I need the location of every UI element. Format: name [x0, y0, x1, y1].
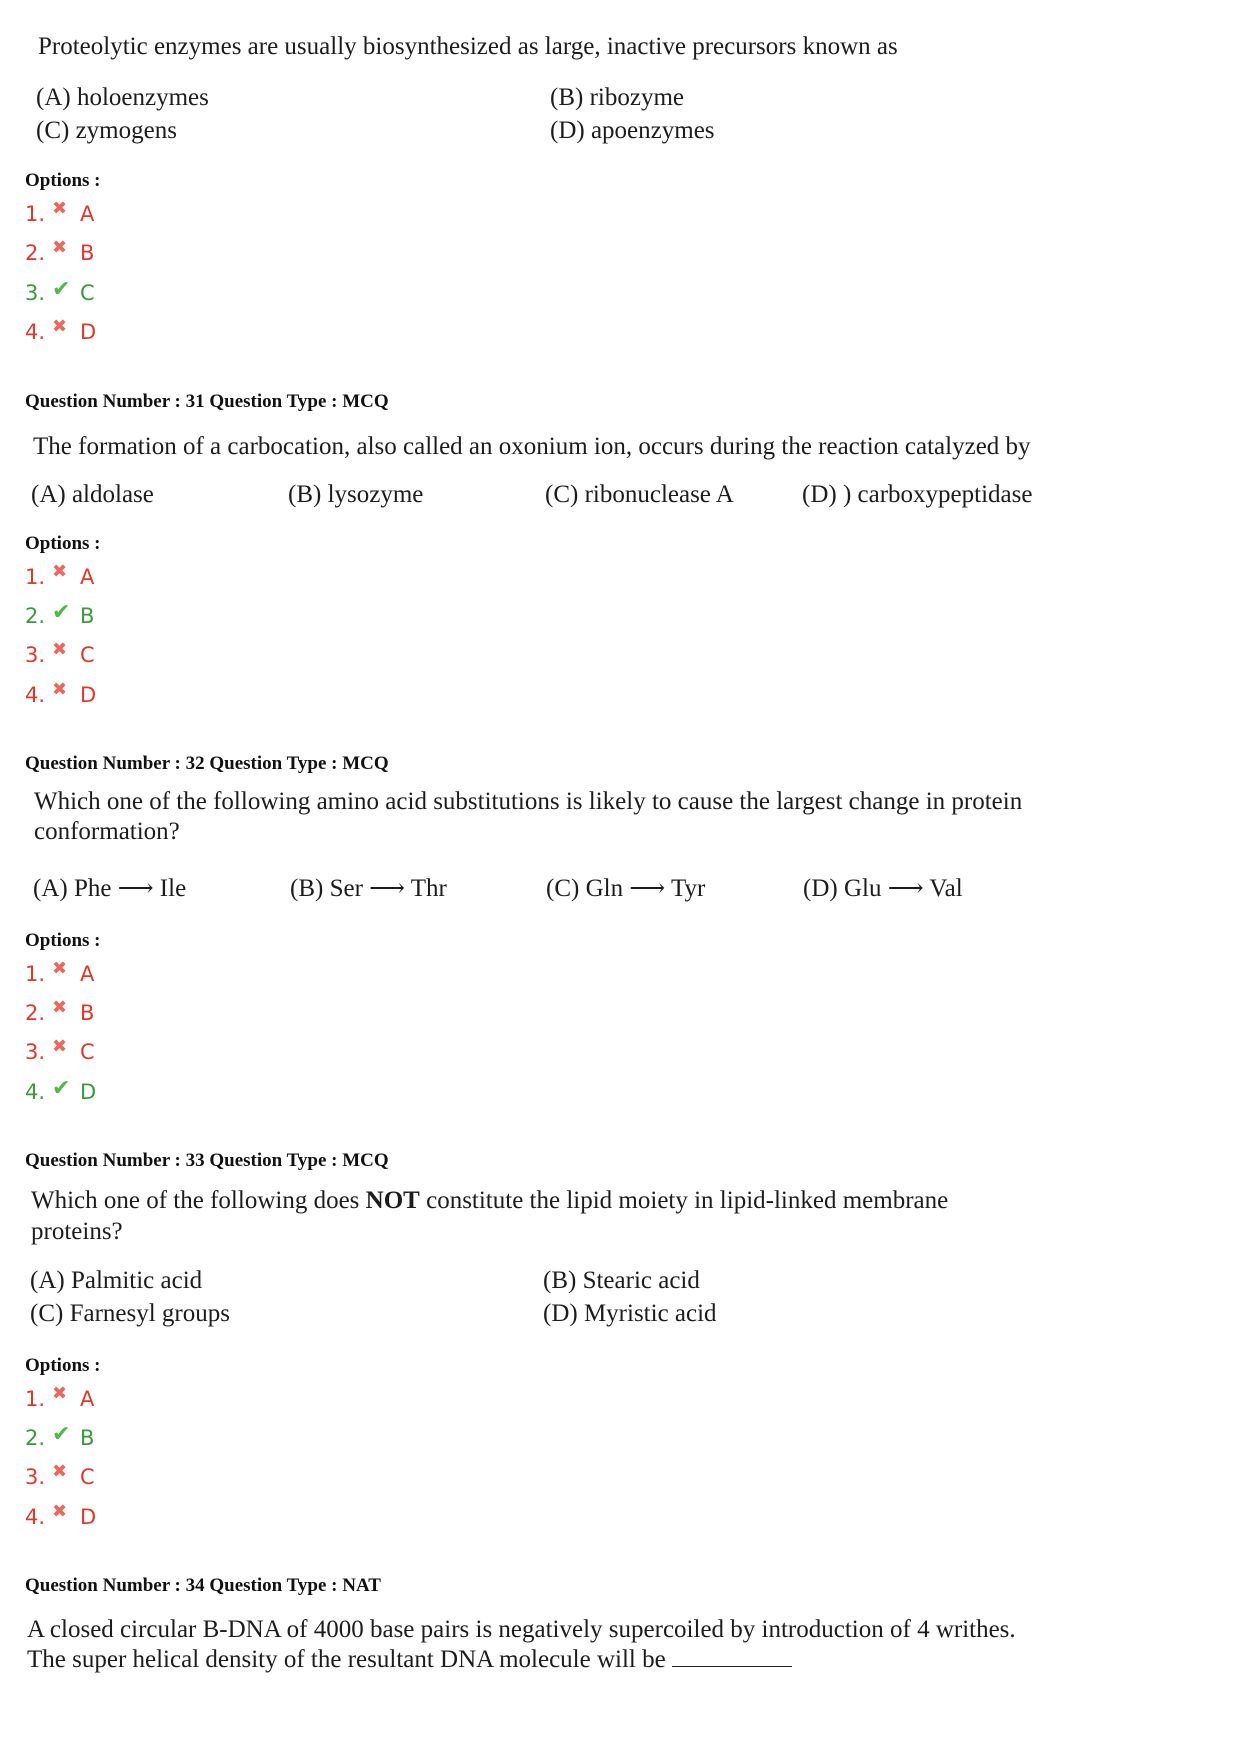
- q30-option-3: [25, 277, 95, 306]
- q32-option-2: [25, 997, 95, 1027]
- q32-option-3: [25, 1036, 95, 1066]
- q32-question-text-line1: Which one of the following amino acid substitutions is likely to cause the largest change in protein: [34, 788, 1023, 815]
- q32-option-1: [25, 958, 95, 988]
- option-letter: D: [80, 1080, 97, 1104]
- q31-option-2: [25, 600, 95, 629]
- q30-choice-c: (C) zymogens: [36, 117, 177, 144]
- q32-options-label: Options :: [25, 930, 101, 951]
- q30-option-4: [25, 316, 97, 346]
- option-letter: C: [80, 281, 95, 305]
- checkmark-icon: ✔: [52, 277, 71, 302]
- option-letter: A: [80, 565, 95, 589]
- q32-choice-b: (B) Ser ⟶ Thr: [290, 875, 447, 902]
- q33-text-post: constitute the lipid moiety in lipid-linked membrane: [419, 1187, 949, 1214]
- q33-option-4: [25, 1501, 97, 1531]
- q31-choice-b: (B) lysozyme: [288, 481, 424, 508]
- option-number: 3.: [25, 281, 46, 305]
- q33-choice-d: (D) Myristic acid: [543, 1300, 717, 1327]
- q32-header: Question Number : 32 Question Type : MCQ: [25, 753, 389, 774]
- option-letter: A: [80, 202, 95, 226]
- cross-icon: ✖: [52, 316, 68, 337]
- checkmark-icon: ✔: [52, 1422, 71, 1447]
- option-number: 3.: [25, 643, 46, 667]
- option-letter: A: [80, 1387, 95, 1411]
- cross-icon: ✖: [52, 561, 68, 582]
- option-letter: C: [80, 1040, 95, 1064]
- q30-choice-a: (A) holoenzymes: [36, 84, 209, 111]
- q34-question-text-line1: A closed circular B-DNA of 4000 base pairs is negatively supercoiled by introduction of 4 writhes.: [27, 1616, 1016, 1643]
- q34-header: Question Number : 34 Question Type : NAT: [25, 1575, 381, 1596]
- q31-choice-c: (C) ribonuclease A: [545, 481, 734, 508]
- option-number: 2.: [25, 1001, 46, 1025]
- option-letter: D: [80, 683, 97, 707]
- q31-question-text: The formation of a carbocation, also called an oxonium ion, occurs during the reaction catalyzed by: [33, 433, 1031, 460]
- option-number: 2.: [25, 604, 46, 628]
- q30-choice-b: (B) ribozyme: [550, 84, 684, 111]
- q32-choice-d: (D) Glu ⟶ Val: [803, 875, 963, 902]
- option-letter: D: [80, 320, 97, 344]
- cross-icon: ✖: [52, 679, 68, 700]
- q33-options-label: Options :: [25, 1355, 101, 1376]
- option-number: 4.: [25, 683, 46, 707]
- option-number: 1.: [25, 202, 46, 226]
- cross-icon: ✖: [52, 958, 68, 979]
- q31-choice-d: (D) ) carboxypeptidase: [802, 481, 1033, 508]
- option-number: 4.: [25, 1505, 46, 1529]
- option-number: 4.: [25, 1080, 46, 1104]
- option-letter: D: [80, 1505, 97, 1529]
- checkmark-icon: ✔: [52, 1076, 71, 1101]
- q33-question-text-line1: [31, 1185, 948, 1216]
- q32-question-text-line2: conformation?: [34, 818, 180, 845]
- q34-question-text-line2: [27, 1644, 792, 1675]
- q34-text-line2: The super helical density of the resultant DNA molecule will be: [27, 1646, 666, 1673]
- q33-option-1: [25, 1383, 95, 1413]
- q33-header: Question Number : 33 Question Type : MCQ: [25, 1150, 389, 1171]
- q30-option-1: [25, 198, 95, 228]
- q33-question-text-line2: proteins?: [31, 1218, 123, 1245]
- q32-choice-a: (A) Phe ⟶ Ile: [33, 875, 187, 902]
- option-number: 1.: [25, 1387, 46, 1411]
- option-letter: C: [80, 643, 95, 667]
- option-number: 3.: [25, 1040, 46, 1064]
- q33-choice-b: (B) Stearic acid: [543, 1267, 700, 1294]
- q31-option-1: [25, 561, 95, 591]
- option-number: 3.: [25, 1465, 46, 1489]
- option-letter: B: [80, 241, 95, 265]
- q32-choice-c: (C) Gln ⟶ Tyr: [546, 875, 706, 902]
- q31-options-label: Options :: [25, 533, 101, 554]
- cross-icon: ✖: [52, 198, 68, 219]
- q30-options-label: Options :: [25, 170, 101, 191]
- q33-text-pre: Which one of the following does: [31, 1187, 366, 1214]
- q31-option-4: [25, 679, 97, 709]
- option-number: 2.: [25, 1426, 46, 1450]
- option-letter: B: [80, 1001, 95, 1025]
- cross-icon: ✖: [52, 997, 68, 1018]
- q33-option-2: [25, 1422, 95, 1451]
- q31-choice-a: (A) aldolase: [31, 481, 154, 508]
- q33-choice-a: (A) Palmitic acid: [30, 1267, 203, 1294]
- q32-option-4: [25, 1076, 97, 1105]
- option-letter: A: [80, 962, 95, 986]
- q30-option-2: [25, 237, 95, 267]
- q33-option-3: [25, 1461, 95, 1491]
- cross-icon: ✖: [52, 237, 68, 258]
- option-number: 1.: [25, 565, 46, 589]
- q33-text-bold: NOT: [365, 1187, 420, 1214]
- q31-option-3: [25, 639, 95, 669]
- cross-icon: ✖: [52, 1383, 68, 1404]
- cross-icon: ✖: [52, 639, 68, 660]
- q30-question-text: Proteolytic enzymes are usually biosynthesized as large, inactive precursors known as: [38, 33, 898, 60]
- answer-blank: [672, 1646, 792, 1667]
- option-number: 1.: [25, 962, 46, 986]
- cross-icon: ✖: [52, 1036, 68, 1057]
- option-letter: B: [80, 1426, 95, 1450]
- cross-icon: ✖: [52, 1501, 68, 1522]
- q33-choice-c: (C) Farnesyl groups: [30, 1300, 230, 1327]
- option-number: 2.: [25, 241, 46, 265]
- option-number: 4.: [25, 320, 46, 344]
- q31-header: Question Number : 31 Question Type : MCQ: [25, 391, 389, 412]
- option-letter: B: [80, 604, 95, 628]
- checkmark-icon: ✔: [52, 600, 71, 625]
- q30-choice-d: (D) apoenzymes: [550, 117, 715, 144]
- cross-icon: ✖: [52, 1461, 68, 1482]
- option-letter: C: [80, 1465, 95, 1489]
